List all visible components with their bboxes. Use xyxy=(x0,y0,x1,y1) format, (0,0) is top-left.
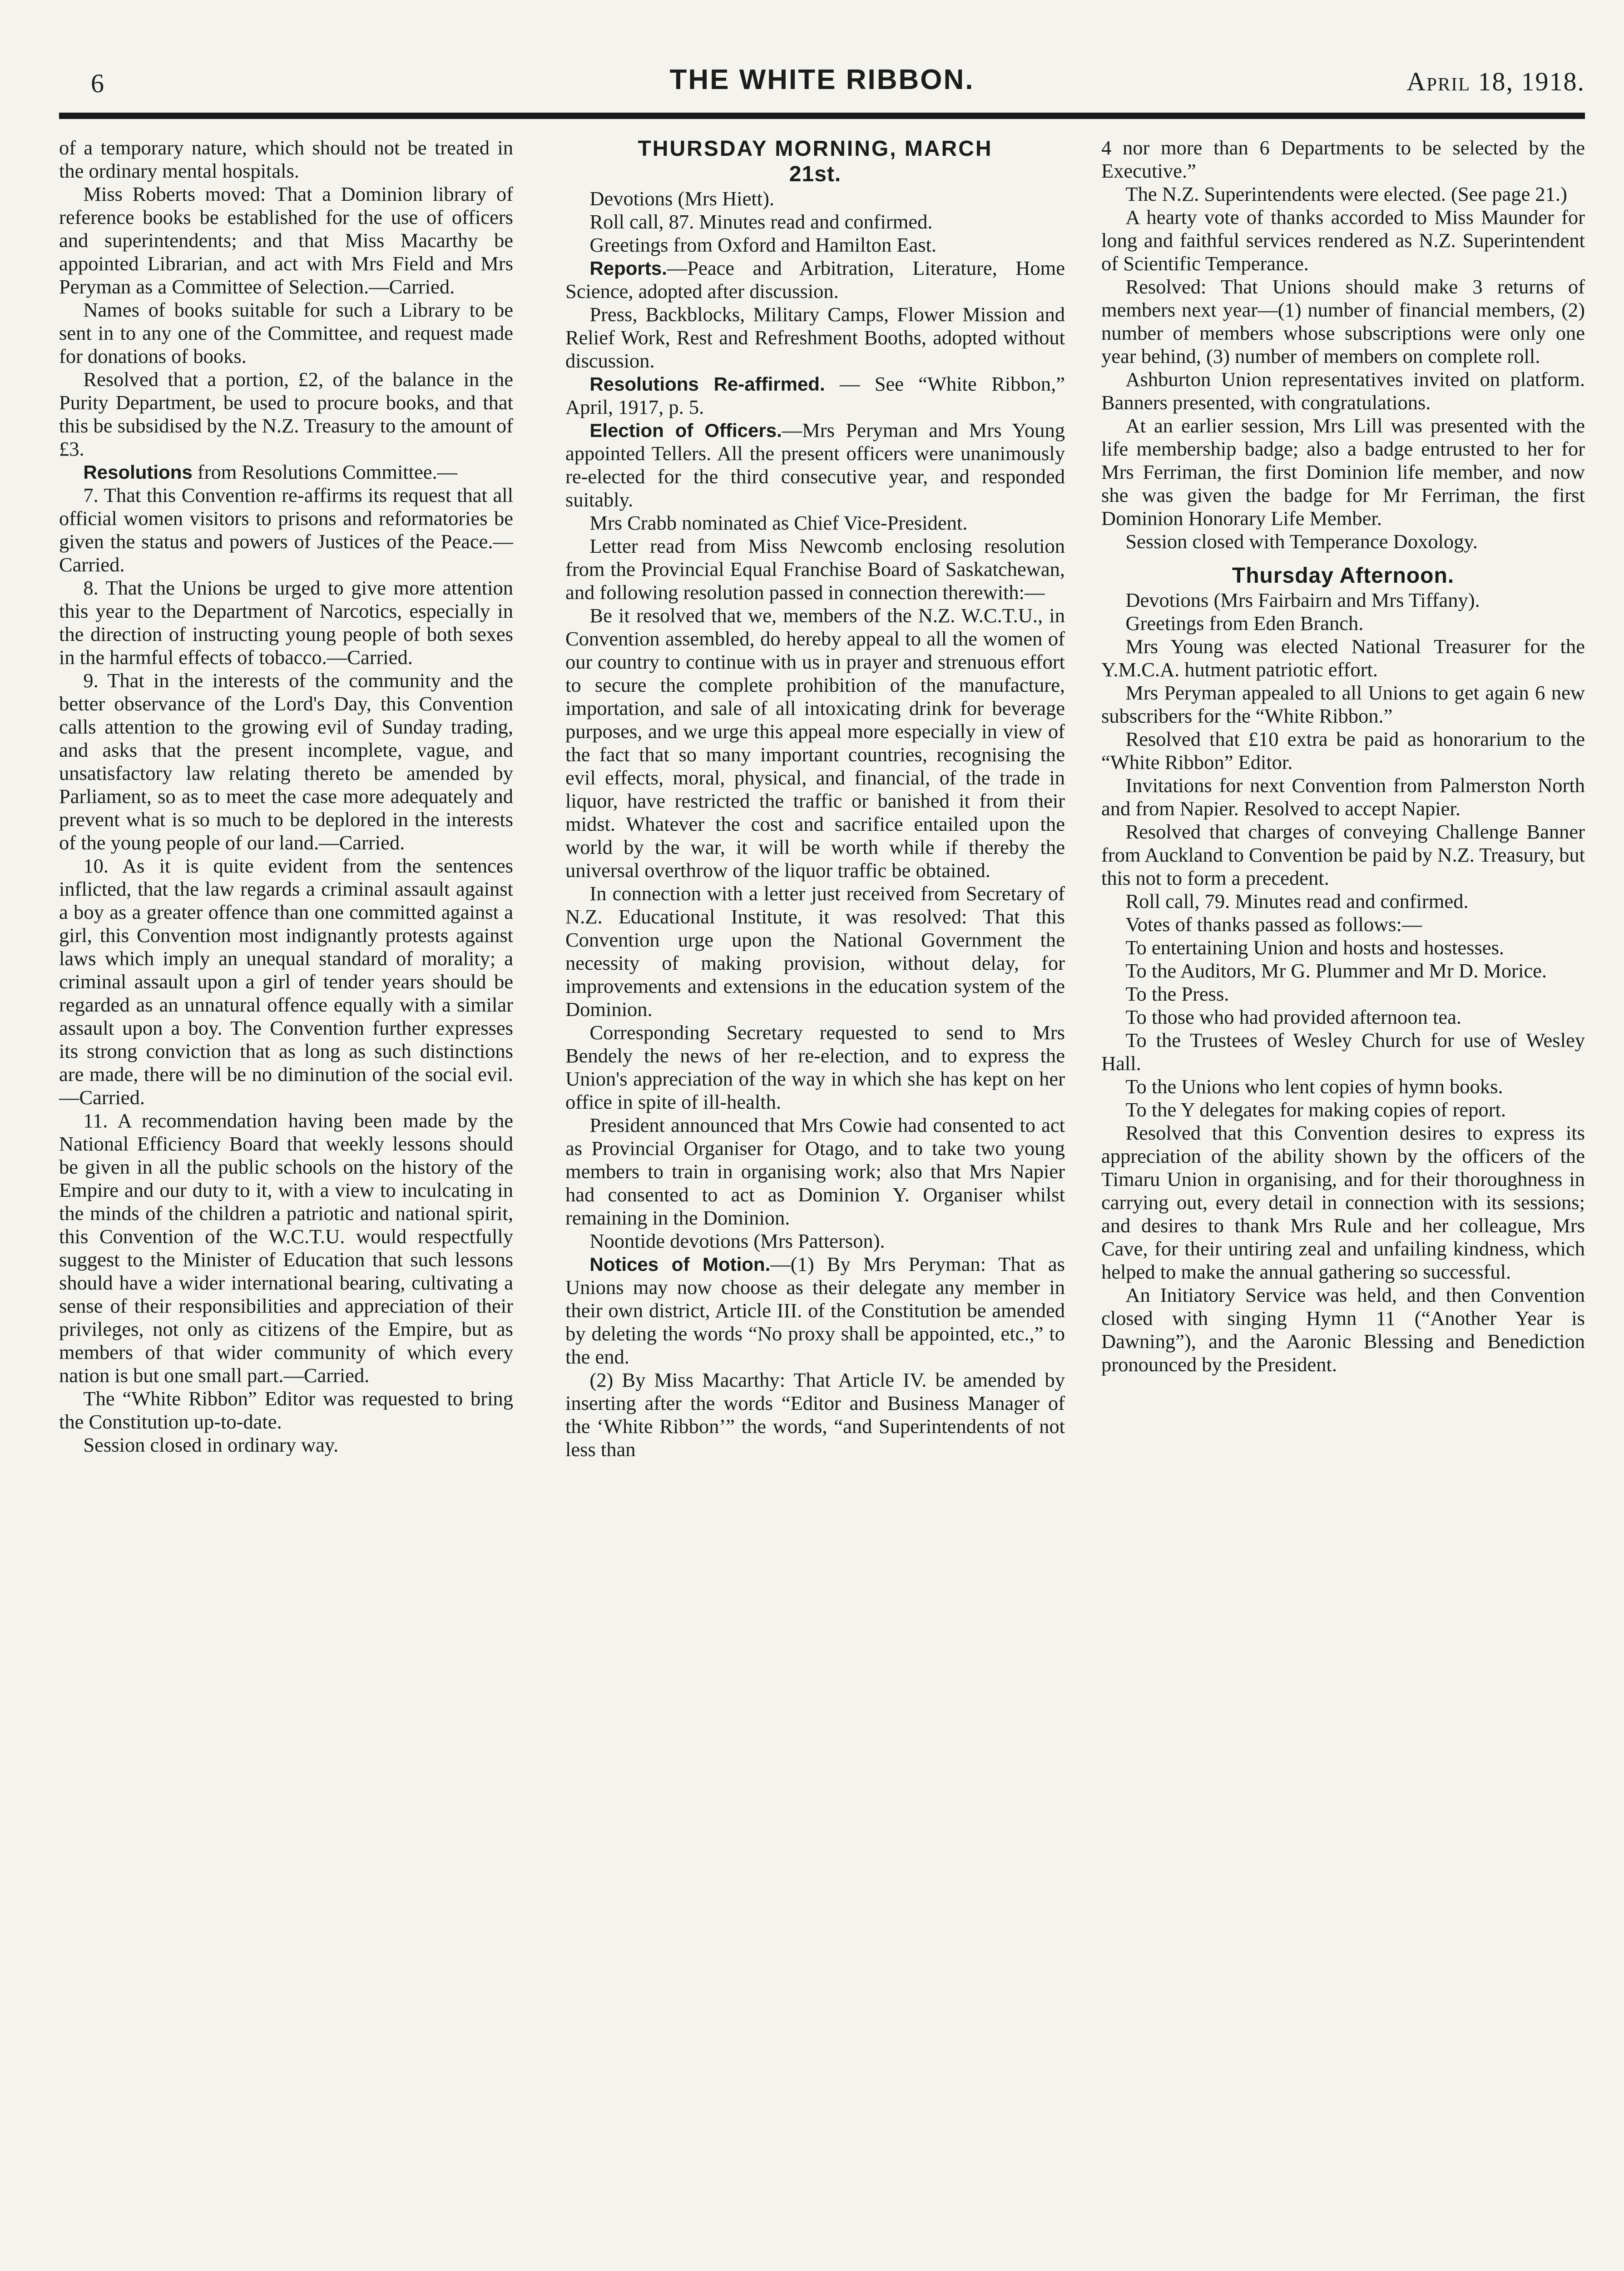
paragraph-text: —Mrs Peryman and Mrs Young appointed Tellers. All the present officers were unanimously re-elected for the third consecutive year, and responded suitably. xyxy=(565,419,1065,511)
page-number: 6 xyxy=(91,69,104,98)
run-in-heading: Resolutions xyxy=(83,461,193,483)
paragraph: Roll call, 79. Minutes read and confirmed. xyxy=(1125,890,1469,912)
paragraph: A hearty vote of thanks accorded to Miss Maunder for long and faithful services rendered as N.Z. Superintendent of Scientific Temperance. xyxy=(1101,206,1585,275)
paragraph: Resolved that a portion, £2, of the balance in the Purity Department, be used to procure books, and that this be subsidised by the N.Z. Treasury to the amount of £3. xyxy=(59,368,513,460)
resolutions-paragraph xyxy=(59,461,513,484)
paragraph: Session closed in ordinary way. xyxy=(83,1433,339,1456)
run-in-heading: Notices of Motion. xyxy=(589,1254,771,1275)
paragraph: Votes of thanks passed as follows:— xyxy=(1125,913,1422,936)
column-middle xyxy=(565,136,1065,1461)
paragraph: The “White Ribbon” Editor was requested to bring the Constitution up-to-date. xyxy=(59,1387,513,1433)
paragraph: In connection with a letter just received from Secretary of N.Z. Educational Institute, it was resolved: That this Convention urge upon the National Government the necessity of making provision, without delay, for improvements and extensions in the education system of the Dominion. xyxy=(565,882,1065,1021)
section-heading: Thursday Afternoon. xyxy=(1232,564,1455,588)
resolution-7: 7. That this Convention re-affirms its request that all official women visitors to prisons and reformatories be given the status and powers of Justices of the Peace.—Carried. xyxy=(59,484,513,576)
header-rule xyxy=(59,113,1585,119)
paragraph: To entertaining Union and hosts and hostesses. xyxy=(1125,936,1505,959)
paragraph: To the Press. xyxy=(1125,982,1229,1005)
paragraph: Devotions (Mrs Fairbairn and Mrs Tiffany). xyxy=(1125,589,1480,611)
reports-paragraph xyxy=(565,257,1065,303)
paragraph: Names of books suitable for such a Library to be sent in to any one of the Committee, and request made for donations of books. xyxy=(59,298,513,367)
section-heading-date: 21st. xyxy=(789,162,842,186)
resolution-10: 10. As it is quite evident from the sentences inflicted, that the law regards a criminal assault against a boy as a greater offence than one committed against a girl, this Convention most indignantly protests against laws which imply an unequal standard of morality; a criminal assault upon a girl of tender years should be regarded as an unnatural offence equally with a similar assault upon a boy. The Convention further expresses its strong conviction that as long as such distinctions are made, there will be no diminution of the social evil.—Carried. xyxy=(59,854,513,1109)
paragraph: Noontide devotions (Mrs Patterson). xyxy=(589,1230,885,1252)
paragraph: An Initiatory Service was held, and then Convention closed with singing Hymn 11 (“Another Year is Dawning”), and the Aaronic Blessing and Benediction pronounced by the President. xyxy=(1101,1284,1585,1376)
paragraph: Session closed with Temperance Doxology. xyxy=(1125,530,1478,553)
resolutions-reaffirmed-paragraph xyxy=(565,372,1065,419)
page-header xyxy=(91,64,1585,114)
paragraph: Resolved that this Convention desires to express its appreciation of the ability shown by the officers of the Timaru Union in organising, and for their thoroughness in carrying out, every detail in connection with its sessions; and desires to thank Mrs Rule and her colleague, Mrs Cave, for their untiring zeal and unfailing kindness, which helped to make the annual gathering so successful. xyxy=(1101,1121,1585,1283)
paragraph: Resolved that charges of conveying Challenge Banner from Auckland to Convention be paid by N.Z. Treasury, but this not to form a precedent. xyxy=(1101,820,1585,889)
paragraph: of a temporary nature, which should not be treated in the ordinary mental hospitals. xyxy=(59,136,513,182)
paragraph: (2) By Miss Macarthy: That Article IV. be amended by inserting after the words “Editor and Business Manager of the ‘White Ribbon’” the words, “and Superintendents of not less than xyxy=(565,1369,1065,1461)
paragraph: Roll call, 87. Minutes read and confirmed. xyxy=(589,210,933,233)
resolution-11: 11. A recommendation having been made by the National Efficiency Board that weekly lessons should be given in all the public schools on the history of the Empire and our duty to it, with a view to inculcating in the minds of the children a patriotic and national spirit, this Convention of the W.C.T.U. would respectfully suggest to the Minister of Education that such lessons should have a wider international bearing, cultivating a sense of their responsibilities and appreciation of their privileges, not only as citizens of the Empire, but as members of that wider community of which every nation is but one small part.—Carried. xyxy=(59,1109,513,1387)
paragraph: Greetings from Oxford and Hamilton East. xyxy=(589,233,937,256)
paragraph: To the Unions who lent copies of hymn books. xyxy=(1125,1075,1503,1098)
paragraph: Miss Roberts moved: That a Dominion library of reference books be established for the use of officers and superintendents; and that Miss Macarthy be appointed Librarian, and act with Mrs Field and Mrs Peryman as a Committee of Selection.—Carried. xyxy=(59,183,513,298)
paragraph: Mrs Young was elected National Treasurer for the Y.M.C.A. hutment patriotic effort. xyxy=(1101,635,1585,681)
section-heading: THURSDAY MORNING, MARCH xyxy=(638,137,993,161)
paragraph: Resolved that £10 extra be paid as honorarium to the “White Ribbon” Editor. xyxy=(1101,728,1585,774)
paragraph: The N.Z. Superintendents were elected. (See page 21.) xyxy=(1125,183,1567,205)
paragraph: To the Y delegates for making copies of report. xyxy=(1125,1098,1506,1121)
paragraph: President announced that Mrs Cowie had consented to act as Provincial Organiser for Otago, and to take two young members to train in organising work; also that Mrs Napier had consented to act as Dominion Y. Organiser whilst remaining in the Dominion. xyxy=(565,1114,1065,1229)
run-in-heading: Election of Officers. xyxy=(589,420,782,441)
notices-paragraph xyxy=(565,1253,1065,1369)
paragraph: Ashburton Union representatives invited on platform. Banners presented, with congratulations. xyxy=(1101,368,1585,414)
run-in-heading: Reports. xyxy=(589,258,667,279)
paragraph-text: from Resolutions Committee.— xyxy=(192,461,458,483)
paragraph: 4 nor more than 6 Departments to be selected by the Executive.” xyxy=(1101,136,1585,182)
paragraph: To those who had provided afternoon tea. xyxy=(1125,1006,1461,1028)
run-in-heading: Resolutions Re-affirmed. xyxy=(589,373,825,395)
paragraph: Corresponding Secretary requested to send to Mrs Bendely the news of her re-election, and to express the Union's appreciation of the way in which she has kept on her office in spite of ill-health. xyxy=(565,1021,1065,1113)
resolution-9: 9. That in the interests of the community and the better observance of the Lord's Day, this Convention calls attention to the growing evil of Sunday trading, and asks that the present incomplete, vague, and unsatisfactory law relating thereto be amended by Parliament, so as to meet the case more adequately and prevent what is so much to be deplored in the interests of the young people of our land.—Carried. xyxy=(59,669,513,854)
paragraph-text: — See “White Ribbon,” April, 1917, p. 5. xyxy=(565,372,1065,418)
resolution-8: 8. That the Unions be urged to give more attention this year to the Department of Narcotics, especially in the direction of instructing young people of both sexes in the harmful effects of tobacco.—Carried. xyxy=(59,576,513,669)
paragraph: Resolved: That Unions should make 3 returns of members next year—(1) number of financial members, (2) number of members whose subscriptions were only one year behind, (3) number of members on complete roll. xyxy=(1101,275,1585,367)
paragraph: Invitations for next Convention from Palmerston North and from Napier. Resolved to accept Napier. xyxy=(1101,774,1585,820)
paragraph: To the Auditors, Mr G. Plummer and Mr D. Morice. xyxy=(1125,959,1547,982)
paragraph: At an earlier session, Mrs Lill was presented with the life membership badge; also a badge entrusted to her for Mrs Ferriman, the first Dominion life member, and now she was given the badge for Mr Ferriman, the first Dominion Honorary Life Member. xyxy=(1101,414,1585,530)
paragraph: Be it resolved that we, members of the N.Z. W.C.T.U., in Convention assembled, do hereby appeal to all the women of our country to continue with us in prayer and strenuous effort to secure the complete prohibition of the manufacture, importation, and sale of all intoxicating drink for beverage purposes, and we urge this appeal more especially in view of the fact that so many important countries, recognising the evil effects, moral, physical, and financial, of the trade in liquor, have restricted the traffic or banished it from their midst. Whatever the cost and sacrifice entailed upon the world by the war, it will be worth while if thereby the universal overthrow of the liquor traffic be obtained. xyxy=(565,604,1065,882)
election-paragraph xyxy=(565,419,1065,511)
paragraph: Devotions (Mrs Hiett). xyxy=(589,187,775,210)
masthead-title: THE WHITE RIBBON. xyxy=(669,64,975,95)
paragraph-text: —(1) By Mrs Peryman: That as Unions may now choose as their delegate any member in their own district, Article III. of the Constitution be amended by deleting the words “No proxy shall be appointed, etc.,” to the end. xyxy=(565,1253,1065,1368)
paragraph: Mrs Peryman appealed to all Unions to get again 6 new subscribers for the “White Ribbon.” xyxy=(1101,681,1585,727)
paragraph: To the Trustees of Wesley Church for use of Wesley Hall. xyxy=(1101,1029,1585,1075)
column-right xyxy=(1101,136,1585,1376)
paragraph-text: —Peace and Arbitration, Literature, Home Science, adopted after discussion. xyxy=(565,257,1065,302)
paragraph: Press, Backblocks, Military Camps, Flower Mission and Relief Work, Rest and Refreshment Booths, adopted without discussion. xyxy=(565,303,1065,372)
paragraph: Greetings from Eden Branch. xyxy=(1125,612,1364,635)
issue-date: April 18, 1918. xyxy=(1406,67,1585,96)
column-left xyxy=(59,136,513,1457)
paragraph: Letter read from Miss Newcomb enclosing resolution from the Provincial Equal Franchise Board of Saskatchewan, and following resolution passed in connection therewith:— xyxy=(565,535,1065,604)
paragraph: Mrs Crabb nominated as Chief Vice-President. xyxy=(589,511,968,534)
